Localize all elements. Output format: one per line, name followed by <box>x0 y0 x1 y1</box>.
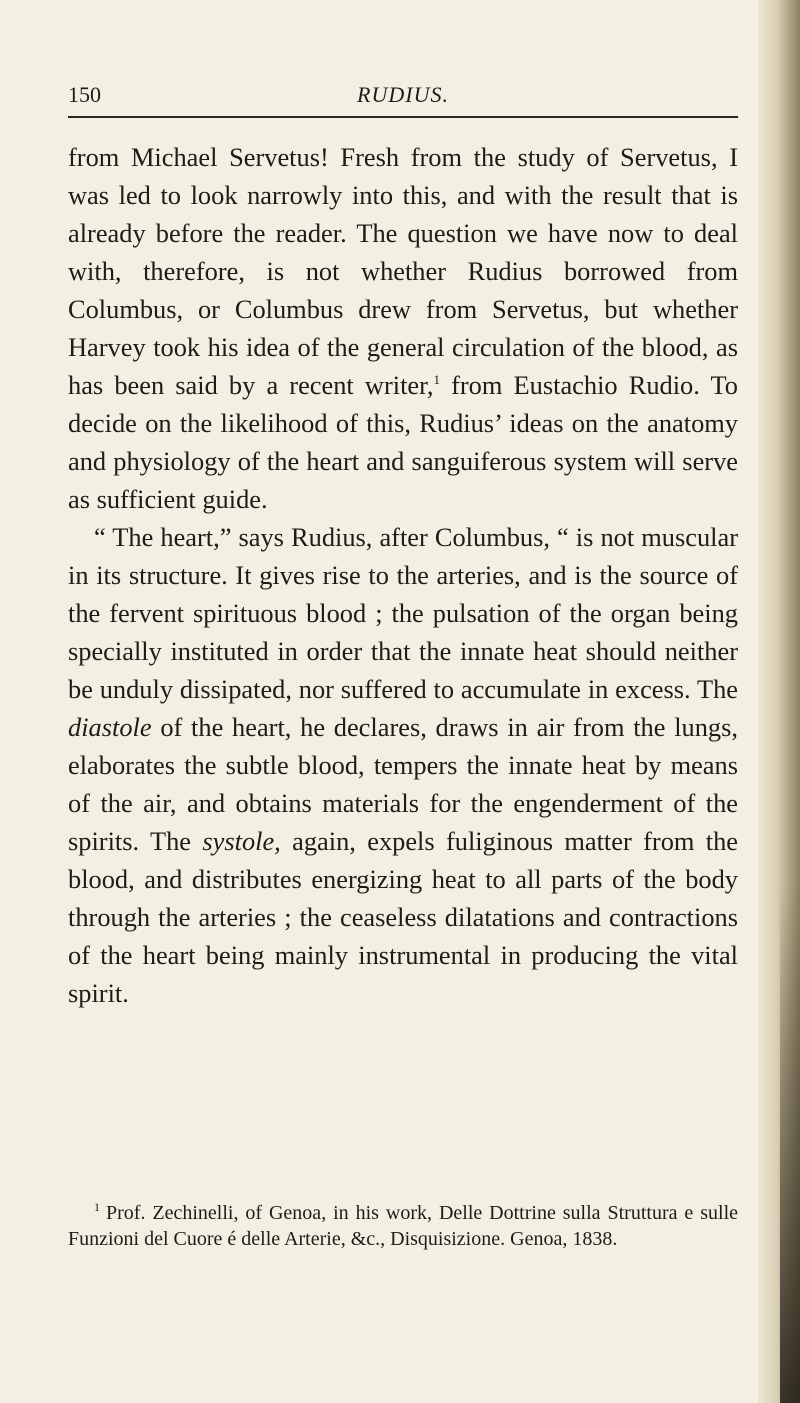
paragraph-1 <box>68 138 738 518</box>
term-diastole: diastole <box>68 712 152 742</box>
paragraph-1-text-b: from Eustachio Rudio. To decide on the likelihood of this, Rudius’ ideas on the anatomy and physiology of the heart and sanguiferous system will serve as sufficient guide. <box>68 370 738 514</box>
body-text <box>68 138 738 1012</box>
term-systole: systole, <box>202 826 281 856</box>
page-number: 150 <box>68 82 101 107</box>
footnote-text: Prof. Zechinelli, of Genoa, in his work, Delle Dottrine sulla Struttura e sulle Funzioni del Cuore é delle Arterie, &c., Disquisizione. Genoa, 1838. <box>68 1202 738 1250</box>
paragraph-2 <box>68 518 738 1012</box>
running-title: RUDIUS. <box>357 82 449 107</box>
page-edge-dark-shadow <box>780 883 800 1403</box>
paragraph-2-text-a: “ The heart,” says Rudius, after Columbus, “ is not muscular in its structure. It gives rise to the arteries, and is the source of the fervent spirituous blood ; the pulsation of the organ being specially instituted in order that the innate heat should neither be unduly dissipated, nor suffered to accumulate in excess. The <box>68 522 738 704</box>
footnote <box>68 1200 738 1252</box>
paragraph-2-text-c: again, expels fuliginous matter from the blood, and distributes energizing heat to all parts of the body through the arteries ; the ceaseless dilatations and contractions of the heart being mainly instrumental in producing the vital spirit. <box>68 826 738 1008</box>
page-header <box>68 80 738 110</box>
header-rule <box>68 116 738 118</box>
footnote-reference: 1 <box>433 372 440 388</box>
paragraph-2-text-b: of the heart, he declares, draws in air from the lungs, elaborates the subtle blood, tempers the innate heat by means of the air, and obtains materials for the engenderment of the spirits. The <box>68 712 738 856</box>
footnote-mark: 1 <box>94 1200 100 1215</box>
paragraph-1-text-a: from Michael Servetus! Fresh from the study of Servetus, I was led to look narrowly into this, and with the result that is already before the reader. The question we have now to deal with, therefore, is not whether Rudius borrowed from Columbus, or Columbus drew from Servetus, but whether Harvey took his idea of the general circulation of the blood, as has been said by a recent writer, <box>68 142 738 400</box>
